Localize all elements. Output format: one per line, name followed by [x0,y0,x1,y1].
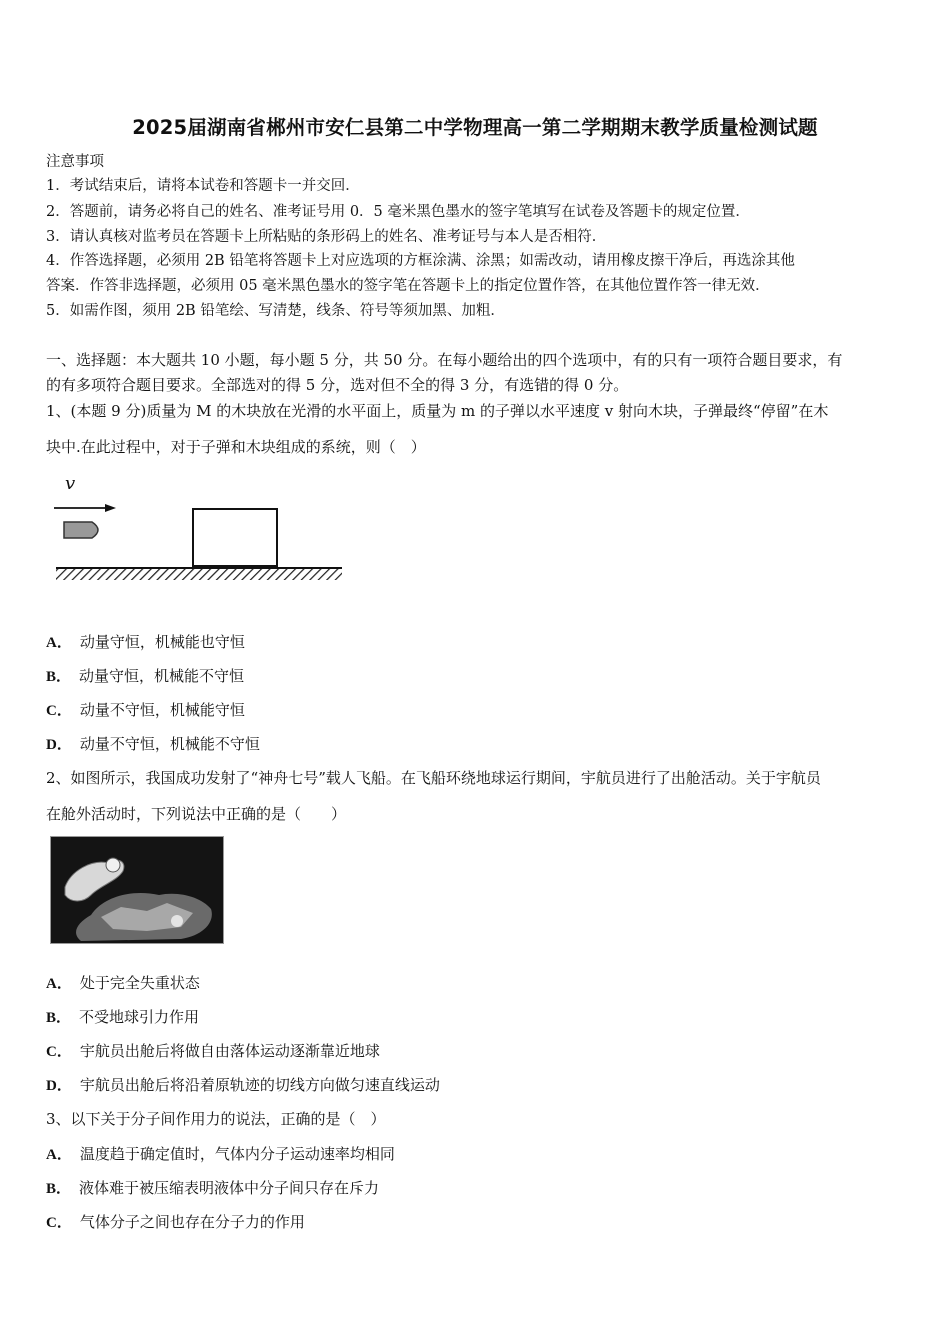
option-letter: D． [46,737,72,753]
bullet [64,522,98,538]
notice-item-3: 3．请认真核对监考员在答题卡上所粘贴的条形码上的姓名、准考证号与本人是否相符． [46,229,607,245]
question-2-stem-line-2: 在舱外活动时，下列说法中正确的是（ ） [46,805,347,823]
section-instructions-line-1: 一、选择题：本大题共 10 小题，每小题 5 分，共 50 分。在每小题给出的四个选项中，有的只有一项符合题目要求，有 [46,351,843,369]
option-text: 温度趋于确定值时，气体内分子运动速率均相同 [79,1145,395,1163]
option-text: 动量守恒，机械能不守恒 [79,667,245,685]
option-text: 宇航员出舱后将沿着原轨迹的切线方向做匀速直线运动 [79,1076,440,1094]
q3-option-b [46,1178,379,1199]
q3-option-a [46,1144,395,1165]
question-1-stem-line-1: 1、(本题 9 分)质量为 M 的木块放在光滑的水平面上，质量为 m 的子弹以水平速度 v 射向木块，子弹最终“停留”在木 [46,402,829,420]
option-letter: B． [46,1010,72,1026]
notice-item-4-continued: 答案．作答非选择题，必须用 05 毫米黑色墨水的签字笔在答题卡上的指定位置作答，在其他位置作答一律无效． [46,278,770,294]
notice-item-4: 4．作答选择题，必须用 2B 铅笔将答题卡上对应选项的方框涂满、涂黑；如需改动，请用橡皮擦干净后，再选涂其他 [46,253,795,269]
option-letter: C． [46,1215,72,1231]
notice-item-5: 5．如需作图，须用 2B 铅笔绘、写清楚，线条、符号等须加黑、加粗． [46,303,505,319]
q2-option-b [46,1007,199,1028]
astronaut-photo [50,836,224,944]
q2-option-a [46,973,200,994]
velocity-arrowhead [105,504,116,512]
option-letter: B． [46,1181,72,1197]
option-letter: D． [46,1078,72,1094]
section-instructions-line-2: 的有多项符合题目要求。全部选对的得 5 分，选对但不全的得 3 分，有选错的得 0 分。 [46,376,629,394]
q1-option-b [46,666,244,687]
option-text: 宇航员出舱后将做自由落体运动逐渐靠近地球 [79,1042,380,1060]
option-text: 动量守恒，机械能也守恒 [79,633,245,651]
q1-option-a [46,632,245,653]
option-letter: A． [46,1147,72,1163]
wooden-block [193,509,277,566]
notice-item-2: 2．答题前，请务必将自己的姓名、准考证号用 0．5 毫米黑色墨水的签字笔填写在试卷及答题卡的规定位置． [46,204,750,220]
option-letter: B． [46,669,72,685]
notice-heading: 注意事项 [46,154,104,170]
ground-hatch [56,568,342,580]
option-text: 动量不守恒，机械能不守恒 [79,735,260,753]
spacecraft-light [171,915,183,927]
option-text: 动量不守恒，机械能守恒 [79,701,245,719]
q1-option-d [46,734,260,755]
notice-item-1: 1．考试结束后，请将本试卷和答题卡一并交回． [46,178,360,194]
option-letter: C． [46,703,72,719]
option-text: 气体分子之间也存在分子力的作用 [79,1213,305,1231]
q2-option-d [46,1075,440,1096]
question-3-stem: 3、以下关于分子间作用力的说法，正确的是（ ） [46,1110,386,1128]
velocity-label: v [65,473,76,494]
question-1-stem-line-2: 块中.在此过程中，对于子弹和木块组成的系统，则（ ） [46,438,426,456]
q3-option-c [46,1212,305,1233]
question-2-stem-line-1: 2、如图所示，我国成功发射了“神舟七号”载人飞船。在飞船环绕地球运行期间，宇航员进行了出舱活动。关于宇航员 [46,769,821,787]
page-title: 2025届湖南省郴州市安仁县第二中学物理高一第二学期期末教学质量检测试题 [132,116,818,139]
option-letter: A． [46,635,72,651]
option-text: 处于完全失重状态 [79,974,200,992]
q2-option-c [46,1041,380,1062]
bullet-block-figure [52,472,352,584]
option-text: 液体难于被压缩表明液体中分子间只存在斥力 [79,1179,380,1197]
option-letter: C． [46,1044,72,1060]
option-text: 不受地球引力作用 [79,1008,200,1026]
option-letter: A． [46,976,72,992]
q1-option-c [46,700,245,721]
astronaut-helmet [106,858,120,872]
